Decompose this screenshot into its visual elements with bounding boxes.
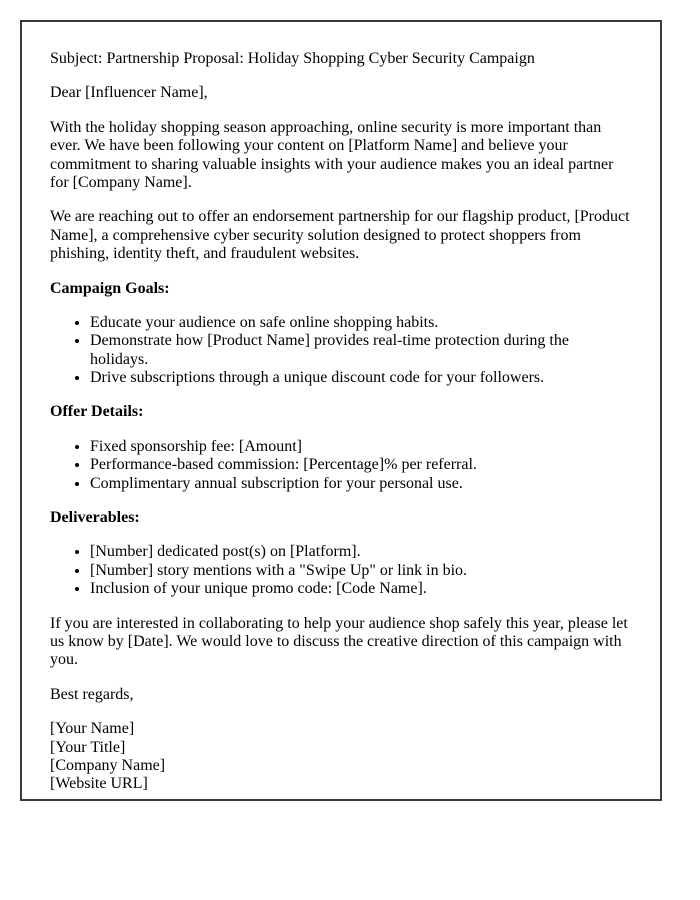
deliverables-list — [50, 543, 630, 598]
signature-line-name: [Your Name] — [50, 720, 135, 738]
bullet-item: • Educate your audience on safe online shopping habits. — [90, 314, 630, 332]
greeting: Dear [Influencer Name], — [50, 84, 208, 102]
bullet-item: • Demonstrate how [Product Name] provides real-time protection during the holidays. — [90, 332, 630, 369]
intro-paragraph-2: We are reaching out to offer an endorsement partnership for our flagship product, [Product Name], a comprehensive cyber security solution designed to protect shoppers from phishing, identity theft, and fraudulent websites. — [50, 208, 630, 263]
signature-line-title: [Your Title] — [50, 738, 126, 756]
campaign-goals-list — [50, 314, 630, 388]
closing-paragraph: If you are interested in collaborating to help your audience shop safely this year, please let us know by [Date]. We would love to discuss the creative direction of this campaign with you. — [50, 614, 628, 669]
bullet-item: • [Number] dedicated post(s) on [Platform]. — [90, 543, 630, 561]
signature-line-company: [Company Name] — [50, 756, 166, 774]
bullet-item: • [Number] story mentions with a "Swipe Up" or link in bio. — [90, 562, 630, 580]
bullet-item: • Complimentary annual subscription for your personal use. — [90, 475, 630, 493]
subject-line: Subject: Partnership Proposal: Holiday Shopping Cyber Security Campaign — [50, 50, 535, 67]
signature-line-website: [Website URL] — [50, 775, 148, 793]
signature-block — [50, 720, 630, 794]
section-heading-deliverables: Deliverables: — [50, 509, 140, 527]
bullet-item: • Drive subscriptions through a unique discount code for your followers. — [90, 369, 630, 387]
intro-paragraph-1: With the holiday shopping season approaching, online security is more important than ever. We have been following your content on [Platform Name] and believe your commitment to sharing valuable insights with your audience makes you an ideal partner for [Company Name]. — [50, 118, 614, 191]
section-heading-campaign-goals: Campaign Goals: — [50, 279, 170, 297]
section-heading-offer-details: Offer Details: — [50, 403, 144, 421]
bullet-item: • Inclusion of your unique promo code: [Code Name]. — [90, 580, 630, 598]
bullet-item: • Performance-based commission: [Percentage]% per referral. — [90, 456, 630, 474]
bullet-item: • Fixed sponsorship fee: [Amount] — [90, 438, 630, 456]
letter-container — [20, 20, 662, 801]
offer-details-list — [50, 438, 630, 493]
signoff: Best regards, — [50, 685, 134, 703]
